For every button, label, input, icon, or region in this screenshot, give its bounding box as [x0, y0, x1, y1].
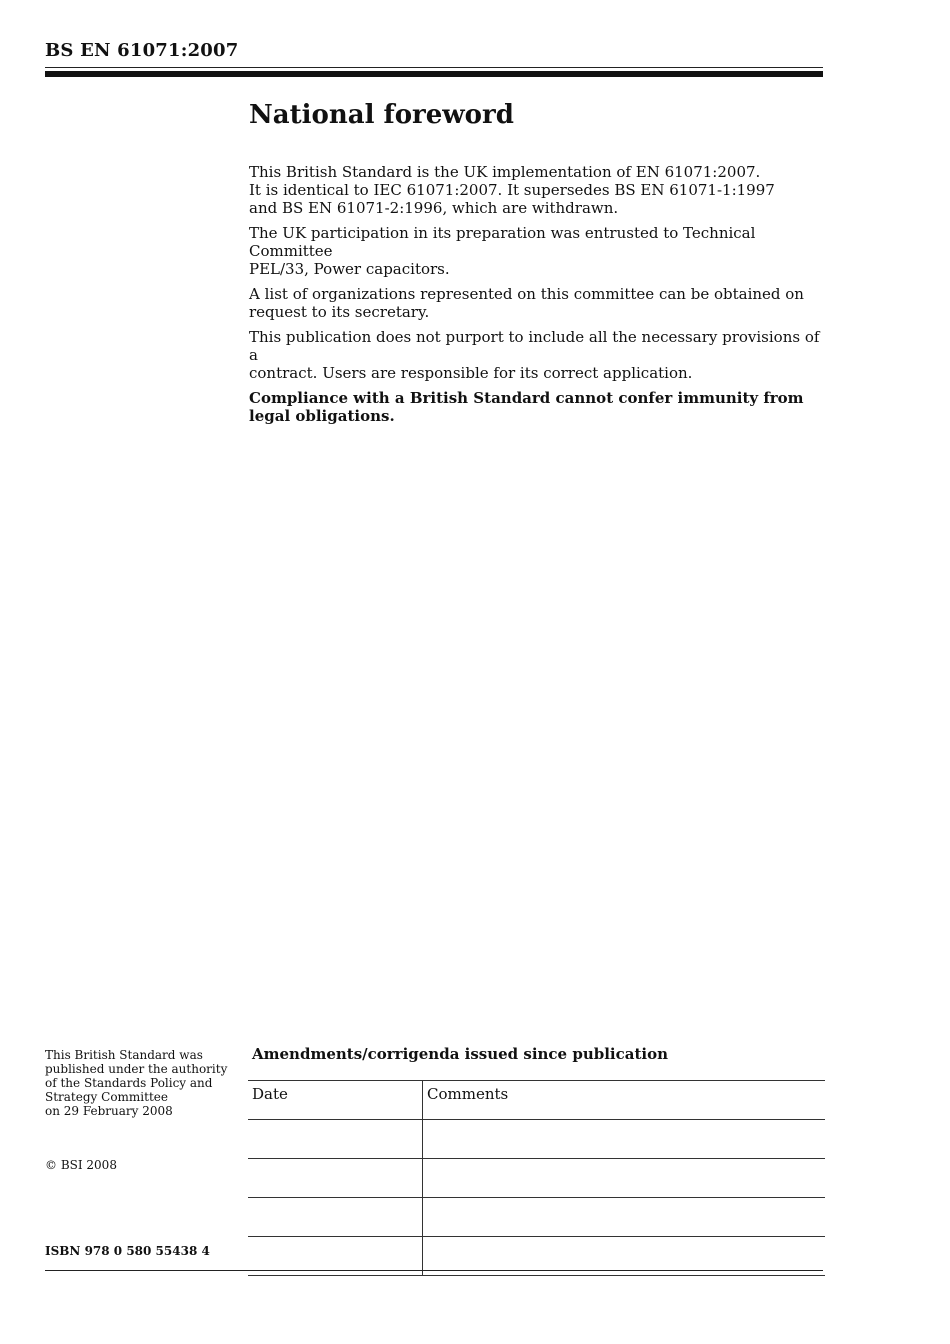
date-cell	[248, 1198, 423, 1237]
date-cell	[248, 1120, 423, 1159]
document-id: BS EN 61071:2007	[45, 40, 239, 61]
column-header-comments: Comments	[423, 1081, 826, 1120]
page-title: National foreword	[249, 100, 514, 130]
table-row	[248, 1120, 825, 1159]
table-row	[248, 1159, 825, 1198]
paragraph-implementation: This British Standard is the UK implementation of EN 61071:2007. It is identical to IEC 61071:2007. It supersedes BS EN 61071-1:1997 and BS EN 61071-2:1996, which are withdrawn.	[249, 163, 775, 217]
copyright-notice: © BSI 2008	[45, 1158, 117, 1172]
amendments-table	[248, 1080, 825, 1276]
footer-rule	[45, 1270, 823, 1271]
header-rule-thick	[45, 71, 823, 77]
header-rule-thin	[45, 67, 823, 68]
comments-cell	[423, 1159, 826, 1198]
comments-cell	[423, 1120, 826, 1159]
table-header-row	[248, 1081, 825, 1120]
paragraph-participation: The UK participation in its preparation was entrusted to Technical Committee PEL/33, Power capacitors.	[249, 224, 756, 278]
amendments-title: Amendments/corrigenda issued since publication	[252, 1045, 668, 1063]
paragraph-provisions: This publication does not purport to include all the necessary provisions of a contract. Users are responsible for its correct application.	[249, 328, 820, 382]
column-header-date: Date	[248, 1081, 423, 1120]
comments-cell	[423, 1198, 826, 1237]
isbn: ISBN 978 0 580 55438 4	[45, 1244, 210, 1258]
paragraph-committee-list: A list of organizations represented on this committee can be obtained on request to its secretary.	[249, 285, 804, 321]
compliance-note: Compliance with a British Standard cannot confer immunity from legal obligations.	[249, 389, 804, 425]
table-row	[248, 1198, 825, 1237]
date-cell	[248, 1159, 423, 1198]
foreword-body	[249, 163, 827, 432]
publication-note: This British Standard was published under the authority of the Standards Policy and Strategy Committee on 29 February 2008	[45, 1048, 228, 1118]
